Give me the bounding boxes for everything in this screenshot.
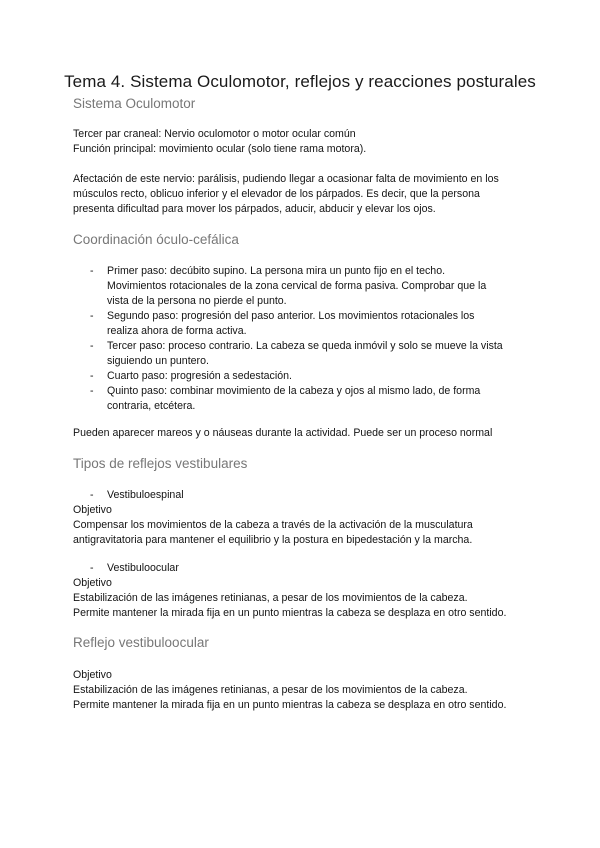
reflex-list-2 (73, 561, 543, 576)
step-text: Segundo paso: progresión del paso anterior. Los movimientos rotacionales los (107, 310, 475, 322)
reflex-name: Vestibuloocular (107, 562, 179, 574)
step-text: contraria, etcétera. (107, 400, 196, 412)
steps-list (73, 264, 543, 414)
heading-tipos-reflejos: Tipos de reflejos vestibulares (73, 456, 248, 471)
step-text: Quinto paso: combinar movimiento de la cabeza y ojos al mismo lado, de forma (107, 385, 481, 397)
list-item-step-2 (73, 309, 543, 339)
text-line: Pueden aparecer mareos y o náuseas durante la actividad. Puede ser un proceso normal (73, 427, 493, 439)
paragraph-objetivo-vestibuloespinal (73, 503, 543, 548)
step-text: realiza ahora de forma activa. (107, 325, 247, 337)
text-line: Compensar los movimientos de la cabeza a través de la activación de la musculatura (73, 519, 473, 531)
list-item-step-4 (73, 369, 543, 384)
document-title: Tema 4. Sistema Oculomotor, reflejos y reacciones posturales (64, 72, 536, 91)
objetivo-label: Objetivo (73, 577, 112, 589)
step-text: Tercer paso: proceso contrario. La cabeza se queda inmóvil y solo se mueve la vista (107, 340, 503, 352)
heading-coordinacion: Coordinación óculo-cefálica (73, 232, 239, 247)
dash-bullet: - (90, 370, 94, 382)
text-line: Estabilización de las imágenes retinianas, a pesar de los movimientos de la cabeza. (73, 592, 468, 604)
heading-reflejo-vestibuloocular: Reflejo vestibuloocular (73, 635, 209, 650)
text-line: Permite mantener la mirada fija en un punto mientras la cabeza se desplaza en otro sentido. (73, 699, 507, 711)
paragraph-objetivo-vestibuloocular (73, 576, 543, 621)
step-text: Movimientos rotacionales de la zona cervical de forma pasiva. Comprobar que la (107, 280, 487, 292)
dash-bullet: - (90, 340, 94, 352)
dash-bullet: - (90, 265, 94, 277)
text-line: músculos recto, oblicuo inferior y el elevador de los párpados. Es decir, que la persona (73, 188, 480, 200)
paragraph-afectacion (73, 172, 543, 217)
text-line: antigravitatoria para mantener el equilibrio y la postura en bipedestación y la marcha. (73, 534, 473, 546)
dash-bullet: - (90, 489, 94, 501)
step-text: Cuarto paso: progresión a sedestación. (107, 370, 292, 382)
text-line: presenta dificultad para mover los párpados, aducir, abducir y elevar los ojos. (73, 203, 436, 215)
heading-sistema-oculomotor: Sistema Oculomotor (73, 96, 196, 111)
paragraph-nervio (73, 127, 543, 157)
step-text: Primer paso: decúbito supino. La persona mira un punto fijo en el techo. (107, 265, 446, 277)
objetivo-label: Objetivo (73, 504, 112, 516)
step-text: siguiendo un puntero. (107, 355, 209, 367)
objetivo-label: Objetivo (73, 669, 112, 681)
paragraph-objetivo-reflejo (73, 668, 543, 713)
list-item-step-1 (73, 264, 543, 309)
text-line: Estabilización de las imágenes retinianas, a pesar de los movimientos de la cabeza. (73, 684, 468, 696)
text-line: Tercer par craneal: Nervio oculomotor o motor ocular común (73, 128, 356, 140)
dash-bullet: - (90, 385, 94, 397)
list-item-step-5 (73, 384, 543, 414)
list-item-vestibuloespinal (73, 488, 543, 503)
list-item-step-3 (73, 339, 543, 369)
paragraph-mareos (73, 426, 543, 441)
text-line: Afectación de este nervio: parálisis, pudiendo llegar a ocasionar falta de movimiento en los (73, 173, 499, 185)
reflex-list-1 (73, 488, 543, 503)
text-line: Función principal: movimiento ocular (solo tiene rama motora). (73, 143, 367, 155)
list-item-vestibuloocular (73, 561, 543, 576)
step-text: vista de la persona no pierde el punto. (107, 295, 287, 307)
reflex-name: Vestibuloespinal (107, 489, 184, 501)
text-line: Permite mantener la mirada fija en un punto mientras la cabeza se desplaza en otro sentido. (73, 607, 507, 619)
dash-bullet: - (90, 310, 94, 322)
dash-bullet: - (90, 562, 94, 574)
